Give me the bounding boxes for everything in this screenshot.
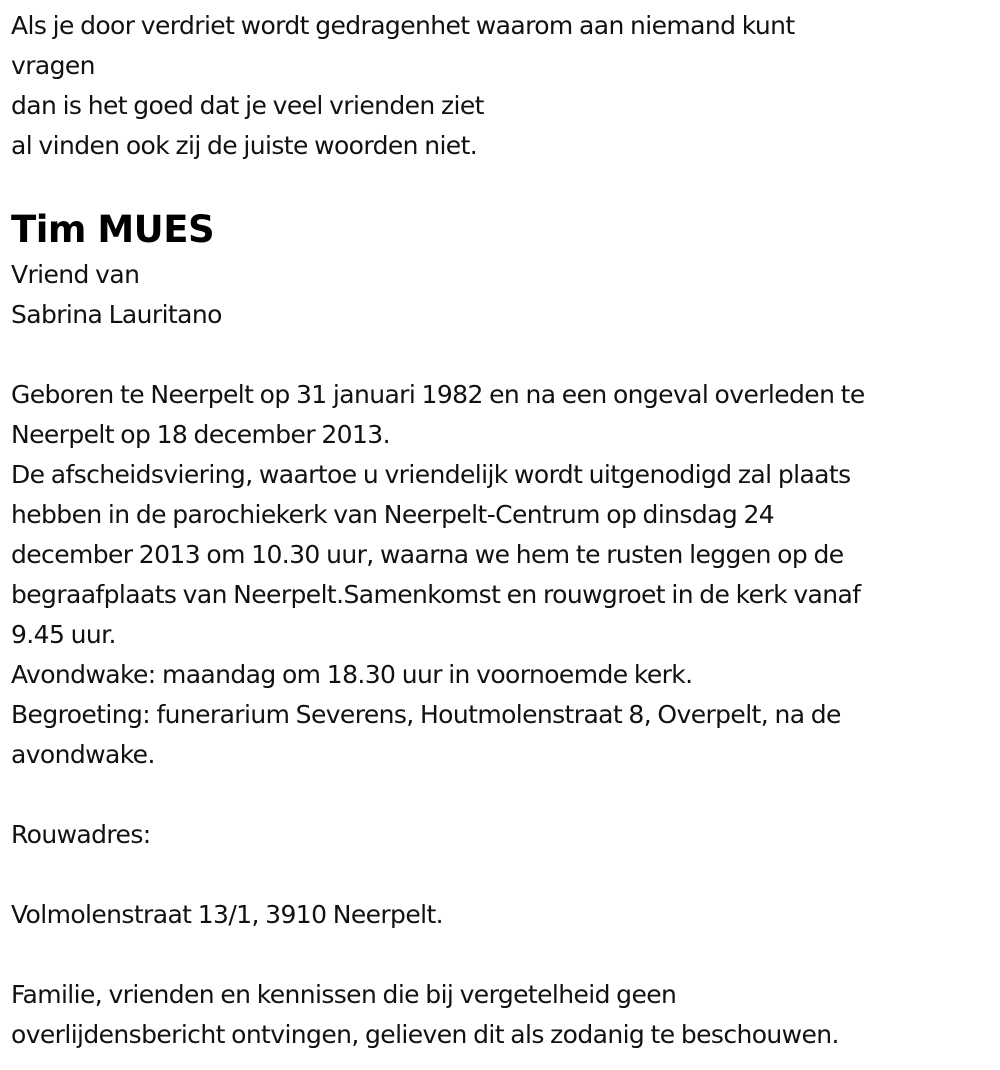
mourning-address-label: Rouwadres: bbox=[11, 820, 151, 849]
relation bbox=[11, 255, 1000, 335]
spacer bbox=[11, 335, 1000, 375]
announcement-line: hebben in de parochiekerk van Neerpelt-Centrum op dinsdag 24 bbox=[11, 500, 775, 529]
announcement-line: begraafplaats van Neerpelt.Samenkomst en rouwgroet in de kerk vanaf bbox=[11, 580, 861, 609]
poem-line: vragen bbox=[11, 51, 95, 80]
deceased-name: Tim MUES bbox=[11, 208, 215, 251]
announcement bbox=[11, 375, 1000, 775]
spacer bbox=[11, 855, 1000, 895]
announcement-line: avondwake. bbox=[11, 740, 155, 769]
closing-line: overlijdensbericht ontvingen, gelieven dit als zodanig te beschouwen. bbox=[11, 1020, 839, 1049]
announcement-line: december 2013 om 10.30 uur, waarna we hem te rusten leggen op de bbox=[11, 540, 844, 569]
spacer bbox=[11, 935, 1000, 975]
announcement-line: Begroeting: funerarium Severens, Houtmolenstraat 8, Overpelt, na de bbox=[11, 700, 841, 729]
relation-label: Vriend van bbox=[11, 260, 140, 289]
poem-line: al vinden ook zij de juiste woorden niet. bbox=[11, 131, 478, 160]
closing-note bbox=[11, 975, 1000, 1055]
poem bbox=[11, 6, 1000, 166]
poem-line: Als je door verdriet wordt gedragenhet waarom aan niemand kunt bbox=[11, 11, 795, 40]
relation-name: Sabrina Lauritano bbox=[11, 300, 222, 329]
closing-line: Familie, vrienden en kennissen die bij vergetelheid geen bbox=[11, 980, 677, 1009]
announcement-line: Neerpelt op 18 december 2013. bbox=[11, 420, 390, 449]
announcement-line: De afscheidsviering, waartoe u vriendelijk wordt uitgenodigd zal plaats bbox=[11, 460, 851, 489]
announcement-line: Geboren te Neerpelt op 31 januari 1982 en na een ongeval overleden te bbox=[11, 380, 865, 409]
announcement-line: 9.45 uur. bbox=[11, 620, 116, 649]
announcement-line: Avondwake: maandag om 18.30 uur in voornoemde kerk. bbox=[11, 660, 693, 689]
spacer bbox=[11, 775, 1000, 815]
mourning-address: Volmolenstraat 13/1, 3910 Neerpelt. bbox=[11, 900, 444, 929]
poem-line: dan is het goed dat je veel vrienden ziet bbox=[11, 91, 484, 120]
